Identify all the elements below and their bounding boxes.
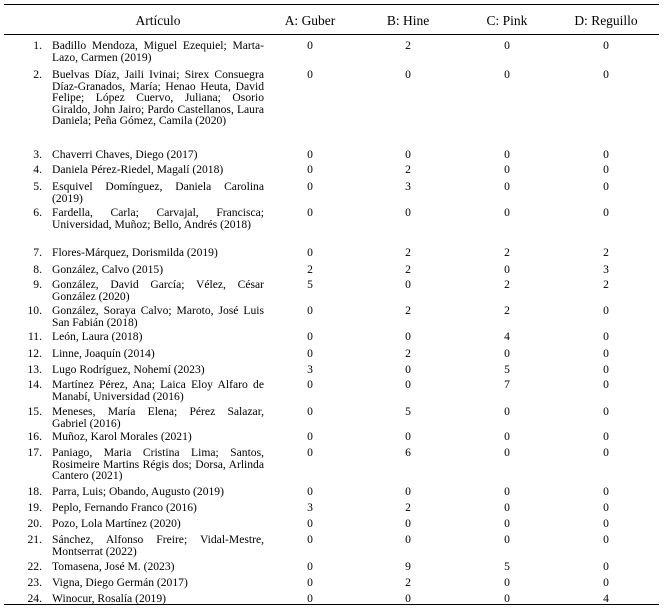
guber-cell: 3 <box>307 501 313 514</box>
reguillo-cell: 0 <box>603 485 609 498</box>
guber-cell: 0 <box>307 304 313 317</box>
row-number: 18. <box>27 485 42 498</box>
row-number: 19. <box>27 501 42 514</box>
hine-cell: 2 <box>405 263 411 276</box>
article-cell: Chaverri Chaves, Diego (2017) <box>52 148 198 161</box>
reguillo-cell: 0 <box>603 68 609 81</box>
article-cell: León, Laura (2018) <box>52 330 143 343</box>
guber-cell: 0 <box>307 148 313 161</box>
article-cell: González, Calvo (2015) <box>52 263 164 276</box>
row-number: 13. <box>27 363 42 376</box>
row-number: 6. <box>33 206 42 219</box>
guber-cell: 0 <box>307 39 313 52</box>
pink-cell: 0 <box>504 163 510 176</box>
row-number: 5. <box>33 180 42 193</box>
article-cell: Fardella, Carla; Carvajal, Francisca; Universidad, Muñoz; Bello, Andrés (2018) <box>52 206 264 231</box>
article-cell: Pozo, Lola Martínez (2020) <box>52 517 181 530</box>
article-cell: Muñoz, Karol Morales (2021) <box>52 430 192 443</box>
row-number: 8. <box>33 263 42 276</box>
article-cell: Parra, Luis; Obando, Augusto (2019) <box>52 485 224 498</box>
article-cell: Sánchez, Alfonso Freire; Vidal-Mestre, Montserrat (2022) <box>52 533 264 558</box>
guber-cell: 0 <box>307 405 313 418</box>
pink-cell: 0 <box>504 517 510 530</box>
guber-cell: 3 <box>307 363 313 376</box>
hine-cell: 0 <box>405 278 411 291</box>
row-number: 12. <box>27 347 42 360</box>
pink-cell: 2 <box>504 246 510 259</box>
hine-cell: 0 <box>405 485 411 498</box>
reguillo-cell: 0 <box>603 148 609 161</box>
row-number: 21. <box>27 533 42 546</box>
reguillo-cell: 0 <box>603 533 609 546</box>
hine-cell: 2 <box>405 246 411 259</box>
guber-cell: 0 <box>307 533 313 546</box>
reguillo-cell: 0 <box>603 378 609 391</box>
article-cell: Meneses, María Elena; Pérez Salazar, Gabriel (2016) <box>52 405 264 430</box>
hine-cell: 2 <box>405 347 411 360</box>
header-articulo: Artículo <box>135 13 181 28</box>
row-number: 14. <box>27 378 42 391</box>
hine-cell: 0 <box>405 430 411 443</box>
article-cell: Paniago, Maria Cristina Lima; Santos, Rosimeire Martins Régis dos; Dorsa, Arlinda Cantero (2021) <box>52 446 264 483</box>
pink-cell: 0 <box>504 263 510 276</box>
reguillo-cell: 0 <box>603 206 609 219</box>
reguillo-cell: 0 <box>603 304 609 317</box>
row-number: 7. <box>33 246 42 259</box>
article-cell: Lugo Rodríguez, Nohemí (2023) <box>52 363 205 376</box>
hine-cell: 0 <box>405 148 411 161</box>
guber-cell: 0 <box>307 180 313 193</box>
hine-cell: 2 <box>405 501 411 514</box>
hine-cell: 6 <box>405 446 411 459</box>
pink-cell: 0 <box>504 576 510 589</box>
hine-cell: 2 <box>405 576 411 589</box>
hine-cell: 2 <box>405 304 411 317</box>
row-number: 15. <box>27 405 42 418</box>
pink-cell: 0 <box>504 485 510 498</box>
hine-cell: 0 <box>405 206 411 219</box>
reguillo-cell: 0 <box>603 517 609 530</box>
guber-cell: 0 <box>307 485 313 498</box>
reguillo-cell: 0 <box>603 501 609 514</box>
reguillo-cell: 0 <box>603 430 609 443</box>
guber-cell: 2 <box>307 263 313 276</box>
pink-cell: 4 <box>504 330 510 343</box>
article-cell: Martínez Pérez, Ana; Laica Eloy Alfaro de Manabí, Universidad (2016) <box>52 378 264 403</box>
hine-cell: 0 <box>405 68 411 81</box>
header-hine: B: Hine <box>386 13 430 28</box>
reguillo-cell: 0 <box>603 576 609 589</box>
reguillo-cell: 0 <box>603 330 609 343</box>
row-number: 10. <box>27 304 42 317</box>
row-number: 9. <box>33 278 42 291</box>
hine-cell: 2 <box>405 163 411 176</box>
article-cell: Esquivel Domínguez, Daniela Carolina (2019) <box>52 180 264 205</box>
guber-cell: 0 <box>307 517 313 530</box>
reguillo-cell: 0 <box>603 363 609 376</box>
row-number: 24. <box>27 592 42 605</box>
guber-cell: 0 <box>307 446 313 459</box>
hine-cell: 2 <box>405 39 411 52</box>
hine-cell: 0 <box>405 330 411 343</box>
pink-cell: 5 <box>504 560 510 573</box>
pink-cell: 0 <box>504 206 510 219</box>
article-cell: Flores-Márquez, Dorismilda (2019) <box>52 246 218 259</box>
guber-cell: 0 <box>307 330 313 343</box>
row-number: 20. <box>27 517 42 530</box>
row-number: 3. <box>33 148 42 161</box>
article-cell: Daniela Pérez-Riedel, Magalí (2018) <box>52 163 224 176</box>
pink-cell: 0 <box>504 180 510 193</box>
hine-cell: 0 <box>405 378 411 391</box>
hine-cell: 0 <box>405 533 411 546</box>
guber-cell: 0 <box>307 163 313 176</box>
guber-cell: 0 <box>307 68 313 81</box>
row-number: 4. <box>33 163 42 176</box>
header-reguillo: D: Reguillo <box>574 13 638 28</box>
pink-cell: 0 <box>504 533 510 546</box>
pink-cell: 0 <box>504 501 510 514</box>
guber-cell: 5 <box>307 278 313 291</box>
pink-cell: 0 <box>504 68 510 81</box>
header-pink: C: Pink <box>486 13 528 28</box>
article-cell: Tomasena, José M. (2023) <box>52 560 175 573</box>
guber-cell: 0 <box>307 560 313 573</box>
hine-cell: 0 <box>405 592 411 605</box>
row-number: 22. <box>27 560 42 573</box>
row-number: 11. <box>27 330 42 343</box>
article-cell: Vigna, Diego Germán (2017) <box>52 576 188 589</box>
pink-cell: 0 <box>504 347 510 360</box>
top-rule <box>4 4 659 5</box>
pink-cell: 0 <box>504 592 510 605</box>
guber-cell: 0 <box>307 206 313 219</box>
article-cell: Linne, Joaquín (2014) <box>52 347 155 360</box>
article-cell: Badillo Mendoza, Miguel Ezequiel; Marta-Lazo, Carmen (2019) <box>52 39 264 64</box>
guber-cell: 0 <box>307 592 313 605</box>
reguillo-cell: 0 <box>603 560 609 573</box>
pink-cell: 2 <box>504 304 510 317</box>
guber-cell: 0 <box>307 378 313 391</box>
row-number: 16. <box>27 430 42 443</box>
pink-cell: 0 <box>504 446 510 459</box>
article-cell: González, Soraya Calvo; Maroto, José Luis San Fabián (2018) <box>52 304 264 329</box>
article-cell: Buelvas Díaz, Jaili Ivinai; Sirex Consuegra Díaz-Granados, María; Henao Heuta, David Felipe; López Cuervo, Juliana; Osorio Giraldo, John Jairo; Pardo Castellanos, Laura Daniela; Peña Gómez, Camila (2020) <box>52 68 264 128</box>
row-number: 2. <box>33 68 42 81</box>
hine-cell: 0 <box>405 363 411 376</box>
reguillo-cell: 2 <box>603 278 609 291</box>
bottom-rule <box>4 604 659 605</box>
article-cell: Peplo, Fernando Franco (2016) <box>52 501 197 514</box>
reguillo-cell: 0 <box>603 446 609 459</box>
row-number: 17. <box>27 446 42 459</box>
row-number: 23. <box>27 576 42 589</box>
hine-cell: 5 <box>405 405 411 418</box>
hine-cell: 9 <box>405 560 411 573</box>
row-number: 1. <box>33 39 42 52</box>
reguillo-cell: 0 <box>603 39 609 52</box>
reguillo-cell: 0 <box>603 163 609 176</box>
guber-cell: 0 <box>307 576 313 589</box>
hine-cell: 3 <box>405 180 411 193</box>
reguillo-cell: 3 <box>603 263 609 276</box>
reguillo-cell: 0 <box>603 405 609 418</box>
pink-cell: 0 <box>504 39 510 52</box>
reguillo-cell: 0 <box>603 347 609 360</box>
hine-cell: 0 <box>405 517 411 530</box>
reguillo-cell: 0 <box>603 180 609 193</box>
guber-cell: 0 <box>307 347 313 360</box>
pink-cell: 2 <box>504 278 510 291</box>
pink-cell: 0 <box>504 430 510 443</box>
article-cell: González, David García; Vélez, César González (2020) <box>52 278 264 303</box>
reguillo-cell: 4 <box>603 592 609 605</box>
reguillo-cell: 2 <box>603 246 609 259</box>
pink-cell: 5 <box>504 363 510 376</box>
pink-cell: 0 <box>504 405 510 418</box>
guber-cell: 0 <box>307 246 313 259</box>
pink-cell: 0 <box>504 148 510 161</box>
pink-cell: 7 <box>504 378 510 391</box>
article-cell: Winocur, Rosalía (2019) <box>52 592 167 605</box>
header-rule <box>4 34 659 35</box>
guber-cell: 0 <box>307 430 313 443</box>
header-guber: A: Guber <box>284 13 336 28</box>
